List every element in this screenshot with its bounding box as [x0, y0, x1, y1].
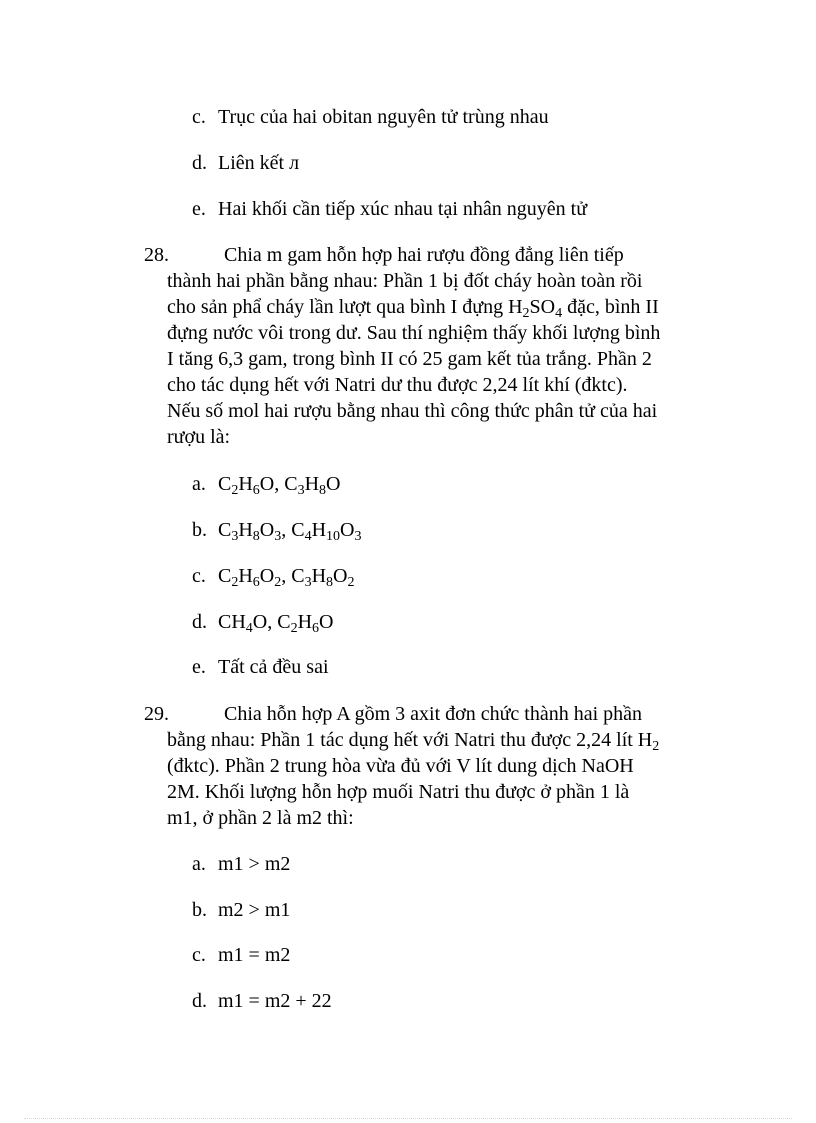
q29-line-5: m1, ở phần 2 là m2 thì:: [167, 807, 354, 829]
formula-part: H: [304, 473, 320, 495]
q29-number: 29.: [144, 703, 169, 725]
q27-option-d: [192, 151, 299, 175]
subscript: 4: [304, 529, 312, 544]
q28-line-2: thành hai phần bằng nhau: Phần 1 bị đốt cháy hoàn toàn rồi: [167, 270, 643, 292]
q29-option-b: [192, 898, 290, 922]
q28-option-a: [192, 472, 341, 496]
subscript: 6: [252, 575, 260, 590]
option-text: Liên kết л: [218, 152, 300, 174]
subscript: 10: [326, 529, 341, 544]
formula-part: O: [326, 473, 341, 495]
option-letter: b.: [192, 899, 207, 921]
q27-option-e: [192, 197, 587, 221]
formula-part: H: [238, 565, 253, 587]
q28-option-d: [192, 610, 334, 634]
option-letter: c.: [192, 565, 206, 587]
formula-part: O: [340, 519, 355, 541]
formula: [218, 473, 341, 498]
page-bottom-border: [24, 1118, 792, 1119]
subscript: 2: [347, 575, 355, 590]
formula-part: , C: [281, 519, 305, 541]
option-letter: d.: [192, 990, 207, 1012]
option-text: m1 > m2: [218, 853, 291, 875]
option-letter: b.: [192, 519, 207, 541]
subscript: 6: [252, 483, 260, 498]
option-letter: a.: [192, 473, 206, 495]
option-text: m1 = m2: [218, 944, 291, 966]
q29-stem: [167, 701, 707, 831]
subscript: 2: [231, 575, 239, 590]
subscript: 3: [304, 575, 312, 590]
text: cho sản phẩ cháy lần lượt qua bình I đựng: [167, 296, 509, 318]
formula: [218, 656, 329, 678]
formula-part: O, C: [252, 611, 291, 633]
subscript: 3: [297, 483, 305, 498]
subscript: 8: [319, 483, 327, 498]
subscript: 2: [231, 483, 239, 498]
subscript: 3: [231, 529, 239, 544]
text: đặc, bình II: [562, 296, 659, 318]
q28-line-4: đựng nước vôi trong dư. Sau thí nghiệm thấy khối lượng bình: [167, 322, 661, 344]
subscript: 2: [522, 306, 530, 321]
chem: SO: [529, 296, 556, 318]
q29-line-2: [167, 727, 707, 753]
formula-part: H: [311, 565, 327, 587]
subscript: 4: [555, 306, 563, 321]
q29-line-1: Chia hỗn hợp A gồm 3 axit đơn chức thành hai phần: [224, 703, 643, 725]
option-text: Hai khối cần tiếp xúc nhau tại nhân nguyên tử: [218, 198, 588, 220]
option-letter: d.: [192, 152, 207, 174]
formula: [218, 611, 334, 636]
option-text: Trục của hai obitan nguyên tử trùng nhau: [218, 106, 549, 128]
q29-option-d: [192, 989, 332, 1013]
subscript: 6: [312, 621, 320, 636]
q29-option-c: [192, 943, 290, 967]
q28-option-e: [192, 655, 329, 679]
formula-part: H: [311, 519, 327, 541]
q27-option-c: [192, 105, 549, 129]
formula-part: Tất cả đều sai: [218, 656, 329, 678]
subscript: 2: [652, 739, 660, 754]
formula: [218, 519, 362, 544]
formula-part: CH: [218, 611, 246, 633]
formula-part: C: [218, 473, 232, 495]
text: bằng nhau: Phần 1 tác dụng hết với Natri thu được 2,24 lít H: [167, 729, 653, 751]
formula: [218, 565, 355, 590]
subscript: 8: [326, 575, 334, 590]
q28-line-3: [167, 294, 707, 320]
q28-line-1: Chia m gam hỗn hợp hai rượu đồng đẳng liên tiếp: [224, 244, 624, 266]
q28-line-7: Nếu số mol hai rượu bằng nhau thì công thức phân tử của hai: [167, 400, 658, 422]
q29-line-4: 2M. Khối lượng hỗn hợp muối Natri thu được ở phần 1 là: [167, 781, 630, 803]
q28-number: 28.: [144, 244, 169, 266]
formula-part: O: [319, 611, 334, 633]
subscript: 8: [252, 529, 260, 544]
formula-part: O: [259, 565, 275, 587]
chem: H: [508, 296, 523, 318]
formula-part: O: [259, 519, 275, 541]
option-text: m2 > m1: [218, 899, 291, 921]
option-letter: a.: [192, 853, 206, 875]
formula-part: C: [218, 519, 232, 541]
formula-part: H: [238, 519, 253, 541]
formula-part: H: [238, 473, 253, 495]
subscript: 4: [245, 621, 253, 636]
q28-stem: [167, 242, 707, 450]
q28-option-c: [192, 564, 355, 588]
option-letter: e.: [192, 656, 206, 678]
formula-part: O: [333, 565, 348, 587]
option-letter: c.: [192, 106, 206, 128]
subscript: 3: [354, 529, 362, 544]
subscript: 2: [274, 575, 282, 590]
q28-line-5: I tăng 6,3 gam, trong bình II có 25 gam kết tủa trắng. Phần 2: [167, 348, 652, 370]
option-letter: d.: [192, 611, 207, 633]
q28-line-8: rượu là:: [167, 426, 231, 448]
formula-part: O, C: [259, 473, 298, 495]
subscript: 3: [274, 529, 282, 544]
q29-option-a: [192, 852, 290, 876]
q28-option-b: [192, 518, 362, 542]
formula-part: , C: [281, 565, 305, 587]
subscript: 2: [290, 621, 298, 636]
option-letter: c.: [192, 944, 206, 966]
q29-line-3: (đktc). Phần 2 trung hòa vừa đủ với V lít dung dịch NaOH: [167, 755, 634, 777]
formula-part: H: [297, 611, 313, 633]
option-letter: e.: [192, 198, 206, 220]
q28-line-6: cho tác dụng hết với Natri dư thu được 2,24 lít khí (đktc).: [167, 374, 628, 396]
option-text: m1 = m2 + 22: [218, 990, 332, 1012]
formula-part: C: [218, 565, 232, 587]
